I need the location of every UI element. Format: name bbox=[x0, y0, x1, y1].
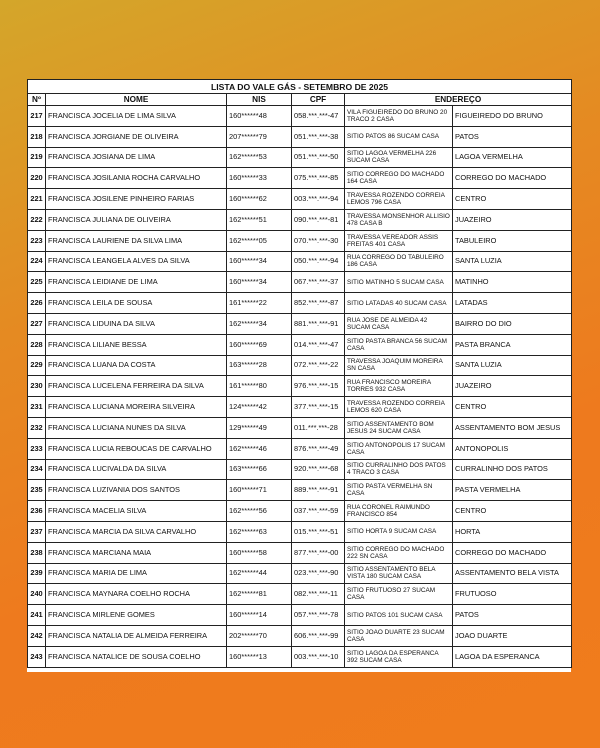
address: SITIO PATOS 101 SUCAM CASA bbox=[345, 605, 453, 626]
beneficiary-name: FRANCISCA JOSILENE PINHEIRO FARIAS bbox=[46, 189, 227, 210]
table-row bbox=[28, 209, 572, 230]
nis-number: 162******53 bbox=[227, 147, 292, 168]
address: SITIO PASTA VERMELHA SN CASA bbox=[345, 480, 453, 501]
beneficiary-name: FRANCISCA LEILA DE SOUSA bbox=[46, 293, 227, 314]
nis-number: 160******14 bbox=[227, 605, 292, 626]
nis-number: 162******56 bbox=[227, 501, 292, 522]
row-number: 241 bbox=[28, 605, 46, 626]
nis-number: 162******34 bbox=[227, 313, 292, 334]
beneficiary-name: FRANCISCA JORGIANE DE OLIVEIRA bbox=[46, 126, 227, 147]
nis-number: 162******63 bbox=[227, 521, 292, 542]
row-number: 223 bbox=[28, 230, 46, 251]
beneficiary-name: FRANCISCA LUCELENA FERREIRA DA SILVA bbox=[46, 376, 227, 397]
cpf-number: 057.***.***-78 bbox=[292, 605, 345, 626]
locality: ASSENTAMENTO BOM JESUS bbox=[453, 417, 572, 438]
cpf-number: 090.***.***-81 bbox=[292, 209, 345, 230]
table-row bbox=[28, 334, 572, 355]
beneficiary-name: FRANCISCA JOSILANIA ROCHA CARVALHO bbox=[46, 168, 227, 189]
beneficiary-name: FRANCISCA LAURIENE DA SILVA LIMA bbox=[46, 230, 227, 251]
cpf-number: 889.***.***-91 bbox=[292, 480, 345, 501]
table-row bbox=[28, 480, 572, 501]
address: SITIO PASTA BRANCA 56 SUCAM CASA bbox=[345, 334, 453, 355]
locality: ASSENTAMENTO BELA VISTA bbox=[453, 563, 572, 584]
cpf-number: 072.***.***-22 bbox=[292, 355, 345, 376]
nis-number: 162******81 bbox=[227, 584, 292, 605]
cpf-number: 852.***.***-87 bbox=[292, 293, 345, 314]
nis-number: 163******66 bbox=[227, 459, 292, 480]
table-body bbox=[28, 106, 572, 668]
header-name: NOME bbox=[46, 94, 227, 106]
cpf-number: 058.***.***-47 bbox=[292, 106, 345, 127]
table-row bbox=[28, 646, 572, 667]
beneficiary-name: FRANCISCA JOCELIA DE LIMA SILVA bbox=[46, 106, 227, 127]
locality: MATINHO bbox=[453, 272, 572, 293]
cpf-number: 075.***.***-85 bbox=[292, 168, 345, 189]
row-number: 221 bbox=[28, 189, 46, 210]
row-number: 228 bbox=[28, 334, 46, 355]
row-number: 233 bbox=[28, 438, 46, 459]
row-number: 239 bbox=[28, 563, 46, 584]
locality: JOAO DUARTE bbox=[453, 625, 572, 646]
beneficiary-name: FRANCISCA LUCIANA MOREIRA SILVEIRA bbox=[46, 397, 227, 418]
cpf-number: 606.***.***-99 bbox=[292, 625, 345, 646]
locality: SANTA LUZIA bbox=[453, 355, 572, 376]
table-row bbox=[28, 563, 572, 584]
cpf-number: 877.***.***-00 bbox=[292, 542, 345, 563]
table-row bbox=[28, 189, 572, 210]
table-row bbox=[28, 106, 572, 127]
nis-number: 160******48 bbox=[227, 106, 292, 127]
nis-number: 160******58 bbox=[227, 542, 292, 563]
row-number: 237 bbox=[28, 521, 46, 542]
locality: CORREGO DO MACHADO bbox=[453, 542, 572, 563]
nis-number: 162******44 bbox=[227, 563, 292, 584]
header-address: ENDEREÇO bbox=[345, 94, 572, 106]
cpf-number: 003.***.***-10 bbox=[292, 646, 345, 667]
row-number: 236 bbox=[28, 501, 46, 522]
table-row bbox=[28, 313, 572, 334]
nis-number: 160******33 bbox=[227, 168, 292, 189]
locality: PATOS bbox=[453, 126, 572, 147]
cpf-number: 003.***.***-94 bbox=[292, 189, 345, 210]
address: SITIO LATADAS 40 SUCAM CASA bbox=[345, 293, 453, 314]
address: SITIO ANTONOPOLIS 17 SUCAM CASA bbox=[345, 438, 453, 459]
row-number: 231 bbox=[28, 397, 46, 418]
locality: CENTRO bbox=[453, 501, 572, 522]
locality: LAGOA DA ESPERANCA bbox=[453, 646, 572, 667]
row-number: 227 bbox=[28, 313, 46, 334]
nis-number: 160******71 bbox=[227, 480, 292, 501]
cpf-number: 051.***.***-50 bbox=[292, 147, 345, 168]
row-number: 218 bbox=[28, 126, 46, 147]
address: TRAVESSA ROZENDO CORREIA LEMOS 796 CASA bbox=[345, 189, 453, 210]
nis-number: 202******70 bbox=[227, 625, 292, 646]
table-row bbox=[28, 438, 572, 459]
nis-number: 162******46 bbox=[227, 438, 292, 459]
beneficiary-name: FRANCISCA NATALIA DE ALMEIDA FERREIRA bbox=[46, 625, 227, 646]
row-number: 242 bbox=[28, 625, 46, 646]
table-row bbox=[28, 147, 572, 168]
locality: FIGUEIREDO DO BRUNO bbox=[453, 106, 572, 127]
cpf-number: 015.***.***-51 bbox=[292, 521, 345, 542]
cpf-number: 050.***.***-94 bbox=[292, 251, 345, 272]
cpf-number: 377.***.***-15 bbox=[292, 397, 345, 418]
beneficiary-table bbox=[27, 79, 572, 668]
address: RUA JOSE DE ALMEIDA 42 SUCAM CASA bbox=[345, 313, 453, 334]
address: TRAVESSA JOAQUIM MOREIRA SN CASA bbox=[345, 355, 453, 376]
cpf-number: 976.***.***-15 bbox=[292, 376, 345, 397]
row-number: 217 bbox=[28, 106, 46, 127]
beneficiary-name: FRANCISCA LUZIVANIA DOS SANTOS bbox=[46, 480, 227, 501]
nis-number: 163******28 bbox=[227, 355, 292, 376]
address: TRAVESSA VEREADOR ASSIS FREITAS 401 CASA bbox=[345, 230, 453, 251]
locality: BAIRRO DO DIO bbox=[453, 313, 572, 334]
locality: JUAZEIRO bbox=[453, 376, 572, 397]
nis-number: 207******79 bbox=[227, 126, 292, 147]
row-number: 220 bbox=[28, 168, 46, 189]
address: SITIO JOAO DUARTE 23 SUCAM CASA bbox=[345, 625, 453, 646]
nis-number: 160******13 bbox=[227, 646, 292, 667]
table-row bbox=[28, 397, 572, 418]
table-row bbox=[28, 605, 572, 626]
row-number: 226 bbox=[28, 293, 46, 314]
cpf-number: 920.***.***-68 bbox=[292, 459, 345, 480]
address: SITIO CORREGO DO MACHADO 164 CASA bbox=[345, 168, 453, 189]
table-row bbox=[28, 501, 572, 522]
table-row bbox=[28, 126, 572, 147]
row-number: 224 bbox=[28, 251, 46, 272]
nis-number: 160******34 bbox=[227, 272, 292, 293]
table-row bbox=[28, 168, 572, 189]
beneficiary-name: FRANCISCA LIDUINA DA SILVA bbox=[46, 313, 227, 334]
locality: SANTA LUZIA bbox=[453, 251, 572, 272]
cpf-number: 037.***.***-59 bbox=[292, 501, 345, 522]
beneficiary-name: FRANCISCA LUCIVALDA DA SILVA bbox=[46, 459, 227, 480]
beneficiary-name: FRANCISCA LEIDIANE DE LIMA bbox=[46, 272, 227, 293]
nis-number: 160******69 bbox=[227, 334, 292, 355]
beneficiary-name: FRANCISCA LUCIANA NUNES DA SILVA bbox=[46, 417, 227, 438]
locality: JUAZEIRO bbox=[453, 209, 572, 230]
locality: CORREGO DO MACHADO bbox=[453, 168, 572, 189]
nis-number: 162******51 bbox=[227, 209, 292, 230]
locality: CURRALINHO DOS PATOS bbox=[453, 459, 572, 480]
row-number: 222 bbox=[28, 209, 46, 230]
cpf-number: 014.***.***-47 bbox=[292, 334, 345, 355]
beneficiary-name: FRANCISCA MARCIANA MAIA bbox=[46, 542, 227, 563]
row-number: 243 bbox=[28, 646, 46, 667]
locality: ANTONOPOLIS bbox=[453, 438, 572, 459]
table-row bbox=[28, 355, 572, 376]
table-row bbox=[28, 625, 572, 646]
beneficiary-name: FRANCISCA JOSIANA DE LIMA bbox=[46, 147, 227, 168]
cpf-number: 876.***.***-49 bbox=[292, 438, 345, 459]
locality: PASTA VERMELHA bbox=[453, 480, 572, 501]
table-row bbox=[28, 230, 572, 251]
table-row bbox=[28, 584, 572, 605]
locality: FRUTUOSO bbox=[453, 584, 572, 605]
address: TRAVESSA MONSENHOR ALLISIO 478 CASA B bbox=[345, 209, 453, 230]
cpf-number: 067.***.***-37 bbox=[292, 272, 345, 293]
nis-number: 160******62 bbox=[227, 189, 292, 210]
locality: PASTA BRANCA bbox=[453, 334, 572, 355]
cpf-number: 051.***.***-38 bbox=[292, 126, 345, 147]
row-number: 238 bbox=[28, 542, 46, 563]
nis-number: 161******22 bbox=[227, 293, 292, 314]
cpf-number: 011.***.***-28 bbox=[292, 417, 345, 438]
cpf-number: 881.***.***-91 bbox=[292, 313, 345, 334]
list-title: LISTA DO VALE GÁS - SETEMBRO DE 2025 bbox=[28, 80, 572, 94]
table-row bbox=[28, 417, 572, 438]
address: VILA FIGUEIREDO DO BRUNO 20 TRACO 2 CASA bbox=[345, 106, 453, 127]
nis-number: 160******34 bbox=[227, 251, 292, 272]
beneficiary-name: FRANCISCA MAYNARA COELHO ROCHA bbox=[46, 584, 227, 605]
address: TRAVESSA ROZENDO CORREIA LEMOS 620 CASA bbox=[345, 397, 453, 418]
cpf-number: 070.***.***-30 bbox=[292, 230, 345, 251]
beneficiary-name: FRANCISCA NATALICE DE SOUSA COELHO bbox=[46, 646, 227, 667]
beneficiary-name: FRANCISCA LEANGELA ALVES DA SILVA bbox=[46, 251, 227, 272]
table-row bbox=[28, 542, 572, 563]
row-number: 240 bbox=[28, 584, 46, 605]
header-nis: NIS bbox=[227, 94, 292, 106]
beneficiary-name: FRANCISCA MARIA DE LIMA bbox=[46, 563, 227, 584]
row-number: 230 bbox=[28, 376, 46, 397]
table-row bbox=[28, 521, 572, 542]
beneficiary-name: FRANCISCA LILIANE BESSA bbox=[46, 334, 227, 355]
locality: PATOS bbox=[453, 605, 572, 626]
row-number: 219 bbox=[28, 147, 46, 168]
beneficiary-name: FRANCISCA LUCIA REBOUCAS DE CARVALHO bbox=[46, 438, 227, 459]
address: RUA FRANCISCO MOREIRA TORRES 932 CASA bbox=[345, 376, 453, 397]
nis-number: 162******05 bbox=[227, 230, 292, 251]
row-number: 235 bbox=[28, 480, 46, 501]
address: SITIO CORREGO DO MACHADO 222 SN CASA bbox=[345, 542, 453, 563]
nis-number: 161******80 bbox=[227, 376, 292, 397]
table-row bbox=[28, 293, 572, 314]
beneficiary-name: FRANCISCA MARCIA DA SILVA CARVALHO bbox=[46, 521, 227, 542]
row-number: 232 bbox=[28, 417, 46, 438]
table-row bbox=[28, 272, 572, 293]
locality: HORTA bbox=[453, 521, 572, 542]
header-cpf: CPF bbox=[292, 94, 345, 106]
header-num: Nº bbox=[28, 94, 46, 106]
address: SITIO CURRALINHO DOS PATOS 4 TRACO 3 CASA bbox=[345, 459, 453, 480]
locality: CENTRO bbox=[453, 189, 572, 210]
beneficiary-name: FRANCISCA LUANA DA COSTA bbox=[46, 355, 227, 376]
document-sheet bbox=[27, 79, 571, 672]
address: SITIO ASSENTAMENTO BOM JESUS 24 SUCAM CASA bbox=[345, 417, 453, 438]
beneficiary-name: FRANCISCA JULIANA DE OLIVEIRA bbox=[46, 209, 227, 230]
row-number: 225 bbox=[28, 272, 46, 293]
nis-number: 129******49 bbox=[227, 417, 292, 438]
address: SITIO LAGOA DA ESPERANCA 392 SUCAM CASA bbox=[345, 646, 453, 667]
address: RUA CORONEL RAIMUNDO FRANCISCO 854 bbox=[345, 501, 453, 522]
row-number: 229 bbox=[28, 355, 46, 376]
address: SITIO PATOS 86 SUCAM CASA bbox=[345, 126, 453, 147]
locality: CENTRO bbox=[453, 397, 572, 418]
address: SITIO HORTA 9 SUCAM CASA bbox=[345, 521, 453, 542]
address: SITIO FRUTUOSO 27 SUCAM CASA bbox=[345, 584, 453, 605]
table-row bbox=[28, 459, 572, 480]
address: SITIO LAGOA VERMELHA 226 SUCAM CASA bbox=[345, 147, 453, 168]
beneficiary-name: FRANCISCA MACELIA SILVA bbox=[46, 501, 227, 522]
locality: LAGOA VERMELHA bbox=[453, 147, 572, 168]
row-number: 234 bbox=[28, 459, 46, 480]
locality: TABULEIRO bbox=[453, 230, 572, 251]
address: RUA CORREGO DO TABULEIRO 186 CASA bbox=[345, 251, 453, 272]
nis-number: 124******42 bbox=[227, 397, 292, 418]
locality: LATADAS bbox=[453, 293, 572, 314]
cpf-number: 082.***.***-11 bbox=[292, 584, 345, 605]
table-row bbox=[28, 251, 572, 272]
address: SITIO MATINHO 5 SUCAM CASA bbox=[345, 272, 453, 293]
beneficiary-name: FRANCISCA MIRLENE GOMES bbox=[46, 605, 227, 626]
cpf-number: 023.***.***-90 bbox=[292, 563, 345, 584]
table-row bbox=[28, 376, 572, 397]
address: SITIO ASSENTAMENTO BELA VISTA 180 SUCAM CASA bbox=[345, 563, 453, 584]
